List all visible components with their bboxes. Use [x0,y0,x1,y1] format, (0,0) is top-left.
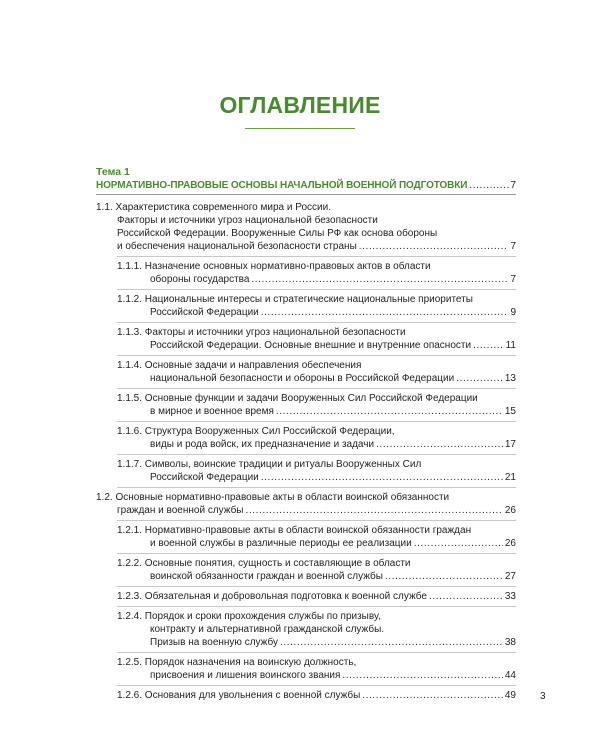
divider [117,388,516,389]
toc-page-number: 26 [504,538,516,549]
toc-page-number: 11 [505,340,516,351]
theme-title: НОРМАТИВНО-ПРАВОВЫЕ ОСНОВЫ НАЧАЛЬНОЙ ВОЕННОЙ ПОДГОТОВКИ [96,180,468,191]
toc-page-number: 26 [504,505,516,516]
dot-leader [414,537,503,550]
divider [117,520,516,521]
toc-entry[interactable] [96,359,516,385]
toc-page-number: 49 [504,690,516,701]
dot-leader [362,689,503,702]
toc-entry-text: Призыв на военную службу [150,637,278,648]
toc-entry-text: 1.1.1. Назначение основных нормативно-правовых актов в области [117,261,431,272]
dot-leader [429,590,503,603]
toc-entry-text: 1.1. Характеристика современного мира и России. [96,202,331,213]
divider [117,289,516,290]
toc-page-number: 17 [504,439,516,450]
toc-entry-text: виды и рода войск, их предназначение и задачи [150,439,375,450]
toc-entry[interactable] [96,590,516,603]
toc-entry-text: 1.2.1. Нормативно-правовые акты в области воинской обязанности граждан [117,525,472,536]
toc-entry[interactable] [96,557,516,583]
toc-entry-text: 1.1.5. Основные функции и задачи Вооруженных Сил Российской Федерации [117,393,478,404]
toc-entry-text: 1.2.5. Порядок назначения на воинскую должность, [117,657,357,668]
divider [117,322,516,323]
toc-entry-text: и военной службы в различные периоды ее реализации [150,538,412,549]
toc-entry[interactable] [96,524,516,550]
divider [96,194,516,195]
toc-entry[interactable] [96,201,516,253]
toc-entry-text: присвоения и лишения воинского звания [150,670,341,681]
page-number: 3 [540,691,546,702]
toc-entry-text: 1.1.3. Факторы и источники угроз национальной безопасности [117,327,406,338]
toc-entry[interactable] [96,326,516,352]
toc-entry-text: в мирное и военное время [150,406,274,417]
toc-entry-text: воинской обязанности граждан и военной службы [150,571,383,582]
dot-leader [251,273,508,286]
toc-page-number: 44 [504,670,516,681]
dot-leader [280,636,503,649]
toc-entry-text: 1.1.6. Структура Вооруженных Сил Российской Федерации, [117,426,395,437]
toc-entry-text: Российской Федерации [150,472,259,483]
page-title: ОГЛАВЛЕНИЕ [219,92,381,118]
table-of-contents [96,166,516,702]
toc-entry[interactable] [96,425,516,451]
divider [117,652,516,653]
toc-page-number: 33 [504,591,516,602]
divider [117,256,516,257]
toc-entry-text: 1.1.7. Символы, воинские традиции и ритуалы Вооруженных Сил [117,459,422,470]
theme-label: Тема 1 [96,166,130,178]
toc-entry-text: Российской Федерации. Вооруженные Силы РФ как основа обороны [117,228,438,239]
dot-leader [245,504,502,517]
toc-page-number: 38 [504,637,516,648]
toc-entry[interactable] [96,610,516,649]
toc-entries [96,201,516,702]
toc-entry[interactable] [96,293,516,319]
toc-entry-text: 1.2.3. Обязательная и добровольная подготовка к военной службе [117,591,427,602]
toc-entry[interactable] [96,689,516,702]
toc-entry-text: Факторы и источники угроз национальной безопасности [117,215,378,226]
dot-leader [342,669,502,682]
toc-entry-text: национальной безопасности и обороны в Российской Федерации [150,373,455,384]
divider [117,355,516,356]
toc-page-number: 15 [504,406,516,417]
toc-entry-text: Российской Федерации. Основные внешние и внутренние опасности [150,340,472,351]
divider [117,685,516,686]
toc-entry[interactable] [96,656,516,682]
toc-entry[interactable] [96,458,516,484]
theme-title-entry[interactable] [96,179,516,192]
toc-page-number: 9 [510,307,516,318]
dot-leader [359,240,509,253]
toc-page-number: 13 [504,373,516,384]
toc-entry[interactable] [96,491,516,517]
toc-page-number: 21 [504,472,516,483]
divider [117,487,516,488]
toc-page-number: 7 [510,241,516,252]
toc-page-number: 7 [510,274,516,285]
toc-entry-text: Российской Федерации [150,307,259,318]
title-underline [245,128,355,129]
toc-entry-text: 1.2.2. Основные понятия, сущность и составляющие в области [117,558,411,569]
toc-entry[interactable] [96,260,516,286]
dot-leader [473,339,504,352]
toc-entry-text: и обеспечения национальной безопасности страны [117,241,357,252]
dot-leader [261,306,509,319]
dot-leader [385,570,503,583]
divider [117,586,516,587]
toc-entry-text: 1.2.6. Основания для увольнения с военной службы [117,690,361,701]
toc-entry-text: обороны государства [150,274,250,285]
divider [117,553,516,554]
toc-page-number: 27 [504,571,516,582]
dot-leader [376,438,503,451]
dot-leader [469,179,508,192]
toc-entry-text: 1.1.4. Основные задачи и направления обеспечения [117,360,362,371]
dot-leader [456,372,503,385]
theme-page-number: 7 [510,180,516,191]
toc-entry-text: контракту и альтернативной гражданской службы. [150,624,385,635]
divider [117,454,516,455]
toc-entry-text: 1.2.4. Порядок и сроки прохождения службы по призыву, [117,611,381,622]
toc-entry[interactable] [96,392,516,418]
toc-entry-text: граждан и военной службы [117,505,244,516]
toc-entry-text: 1.2. Основные нормативно-правовые акты в области воинской обязанности [96,492,450,503]
divider [117,606,516,607]
toc-entry-text: 1.1.2. Национальные интересы и стратегические национальные приоритеты [117,294,473,305]
dot-leader [261,471,503,484]
dot-leader [276,405,503,418]
divider [117,421,516,422]
